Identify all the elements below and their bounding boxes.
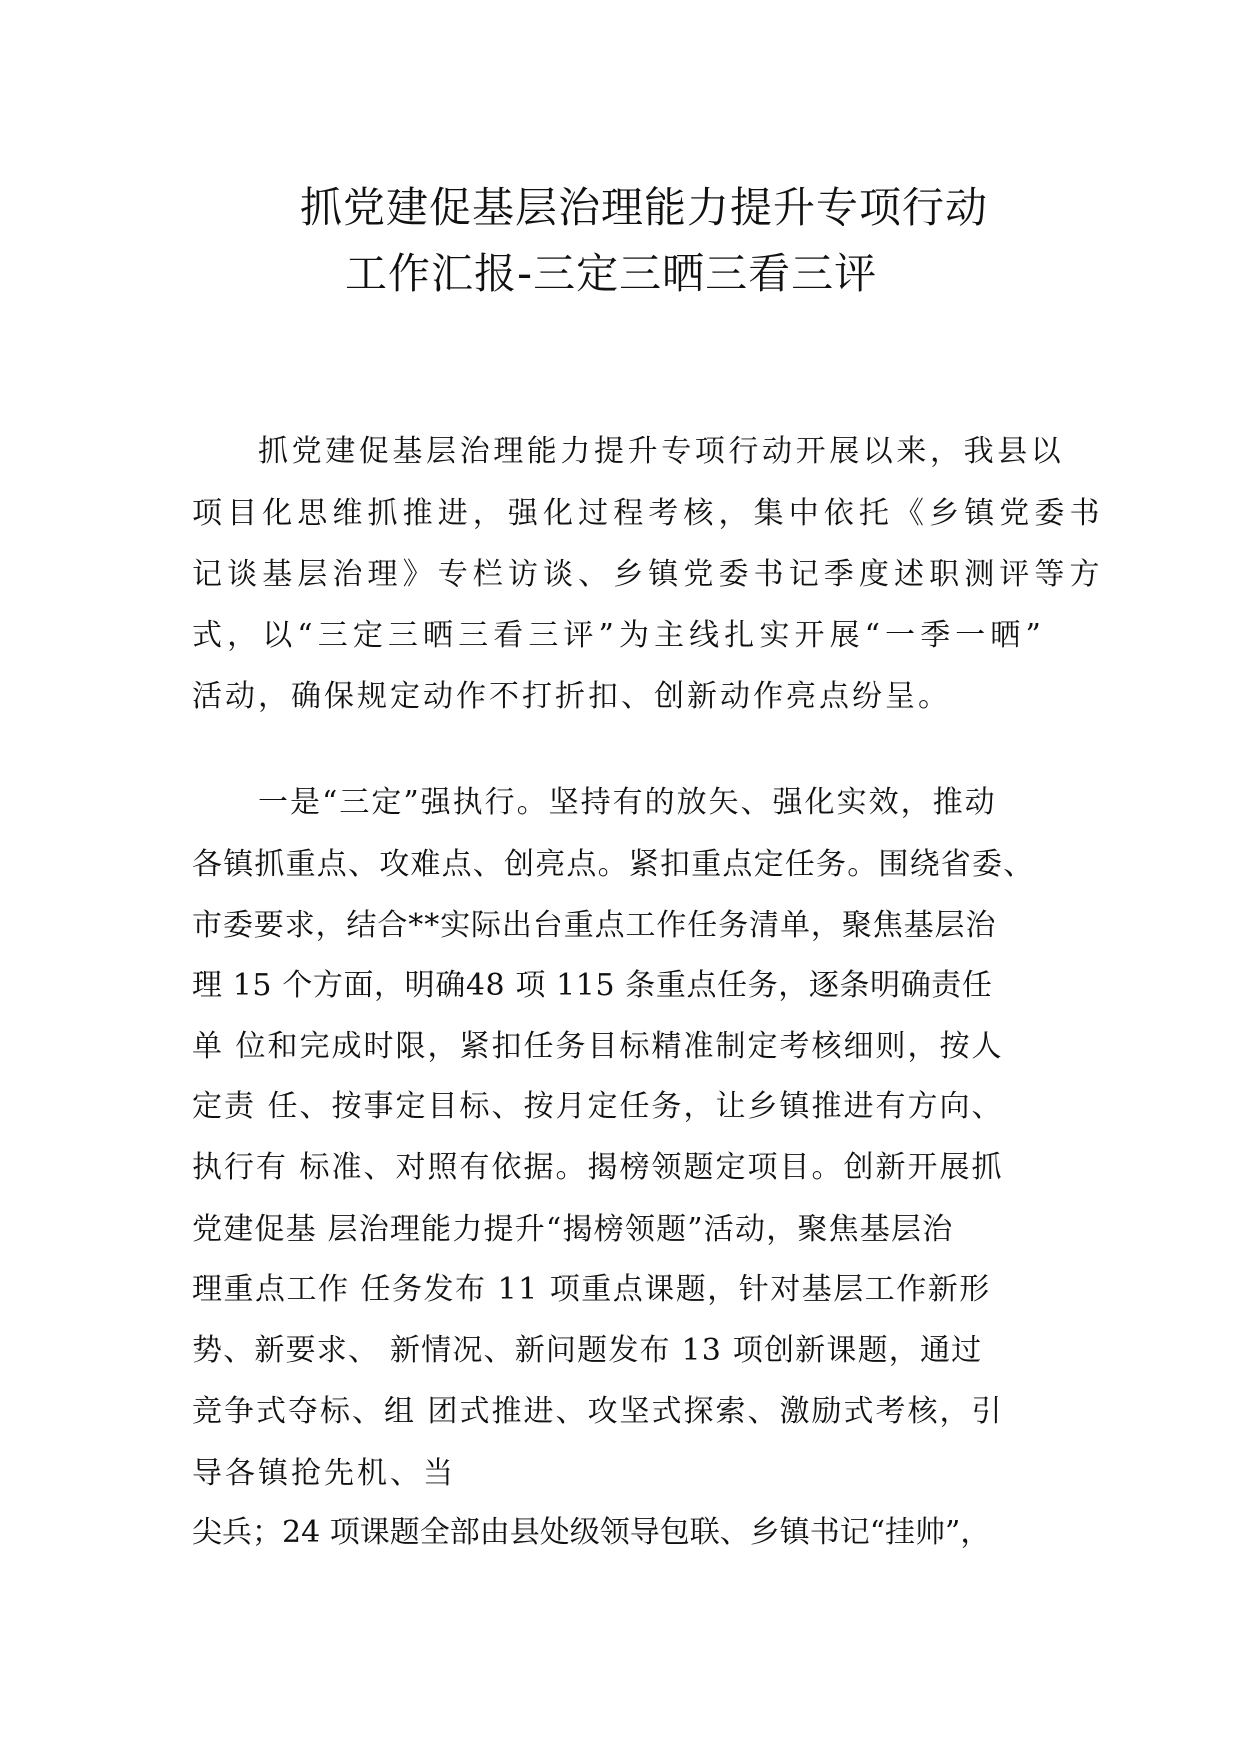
intro-paragraph-line: 记谈基层治理》专栏访谈、乡镇党委书记季度述职测评等方	[192, 557, 1105, 592]
section-paragraph-line: 势、新要求、 新情况、新问题发布 13 项创新课题，通过	[192, 1333, 983, 1368]
intro-paragraph-line: 项目化思维抓推进，强化过程考核，集中依托《乡镇党委书	[192, 496, 1105, 531]
section-paragraph-line: 市委要求，结合**实际出台重点工作任务清单，聚焦基层治	[192, 908, 997, 943]
intro-paragraph-line: 式，以“三定三晒三看三评”为主线扎实开展“一季一晒”	[192, 618, 1046, 653]
section-paragraph-line: 导各镇抢先机、当	[192, 1456, 456, 1491]
section-paragraph-line: 竞争式夺标、组 团式推进、攻坚式探索、激励式考核，引	[192, 1394, 1004, 1429]
section-paragraph-line: 党建促基 层治理能力提升“揭榜领题”活动，聚焦基层治	[192, 1212, 954, 1247]
section-paragraph-line: 理重点工作 任务发布 11 项重点课题，针对基层工作新形	[192, 1272, 991, 1307]
section-paragraph-line: 单 位和完成时限，紧扣任务目标精准制定考核细则，按人	[192, 1029, 1004, 1064]
section-paragraph-line: 定责 任、按事定目标、按月定任务，让乡镇推进有方向、	[192, 1089, 1004, 1124]
section-paragraph-line: 执行有 标准、对照有依据。揭榜领题定项目。创新开展抓	[192, 1150, 1004, 1185]
section-paragraph-line: 一是“三定”强执行。坚持有的放矢、强化实效，推动	[258, 785, 997, 820]
section-paragraph-line: 理 15 个方面，明确48 项 115 条重点任务，逐条明确责任	[192, 968, 993, 1003]
document-title-line-2: 工作汇报-三定三晒三看三评	[345, 249, 878, 298]
section-paragraph-line: 各镇抓重点、攻难点、创亮点。紧扣重点定任务。围绕省委、	[192, 847, 1035, 882]
intro-paragraph-line: 活动，确保规定动作不打折扣、创新动作亮点纷呈。	[192, 679, 951, 714]
section-paragraph-line: 尖兵；24 项课题全部由县处级领导包联、乡镇书记“挂帅”，	[192, 1515, 991, 1550]
intro-paragraph-line: 抓党建促基层治理能力提升专项行动开展以来，我县以	[258, 434, 1065, 469]
document-title-line-1: 抓党建促基层治理能力提升专项行动	[300, 183, 989, 232]
